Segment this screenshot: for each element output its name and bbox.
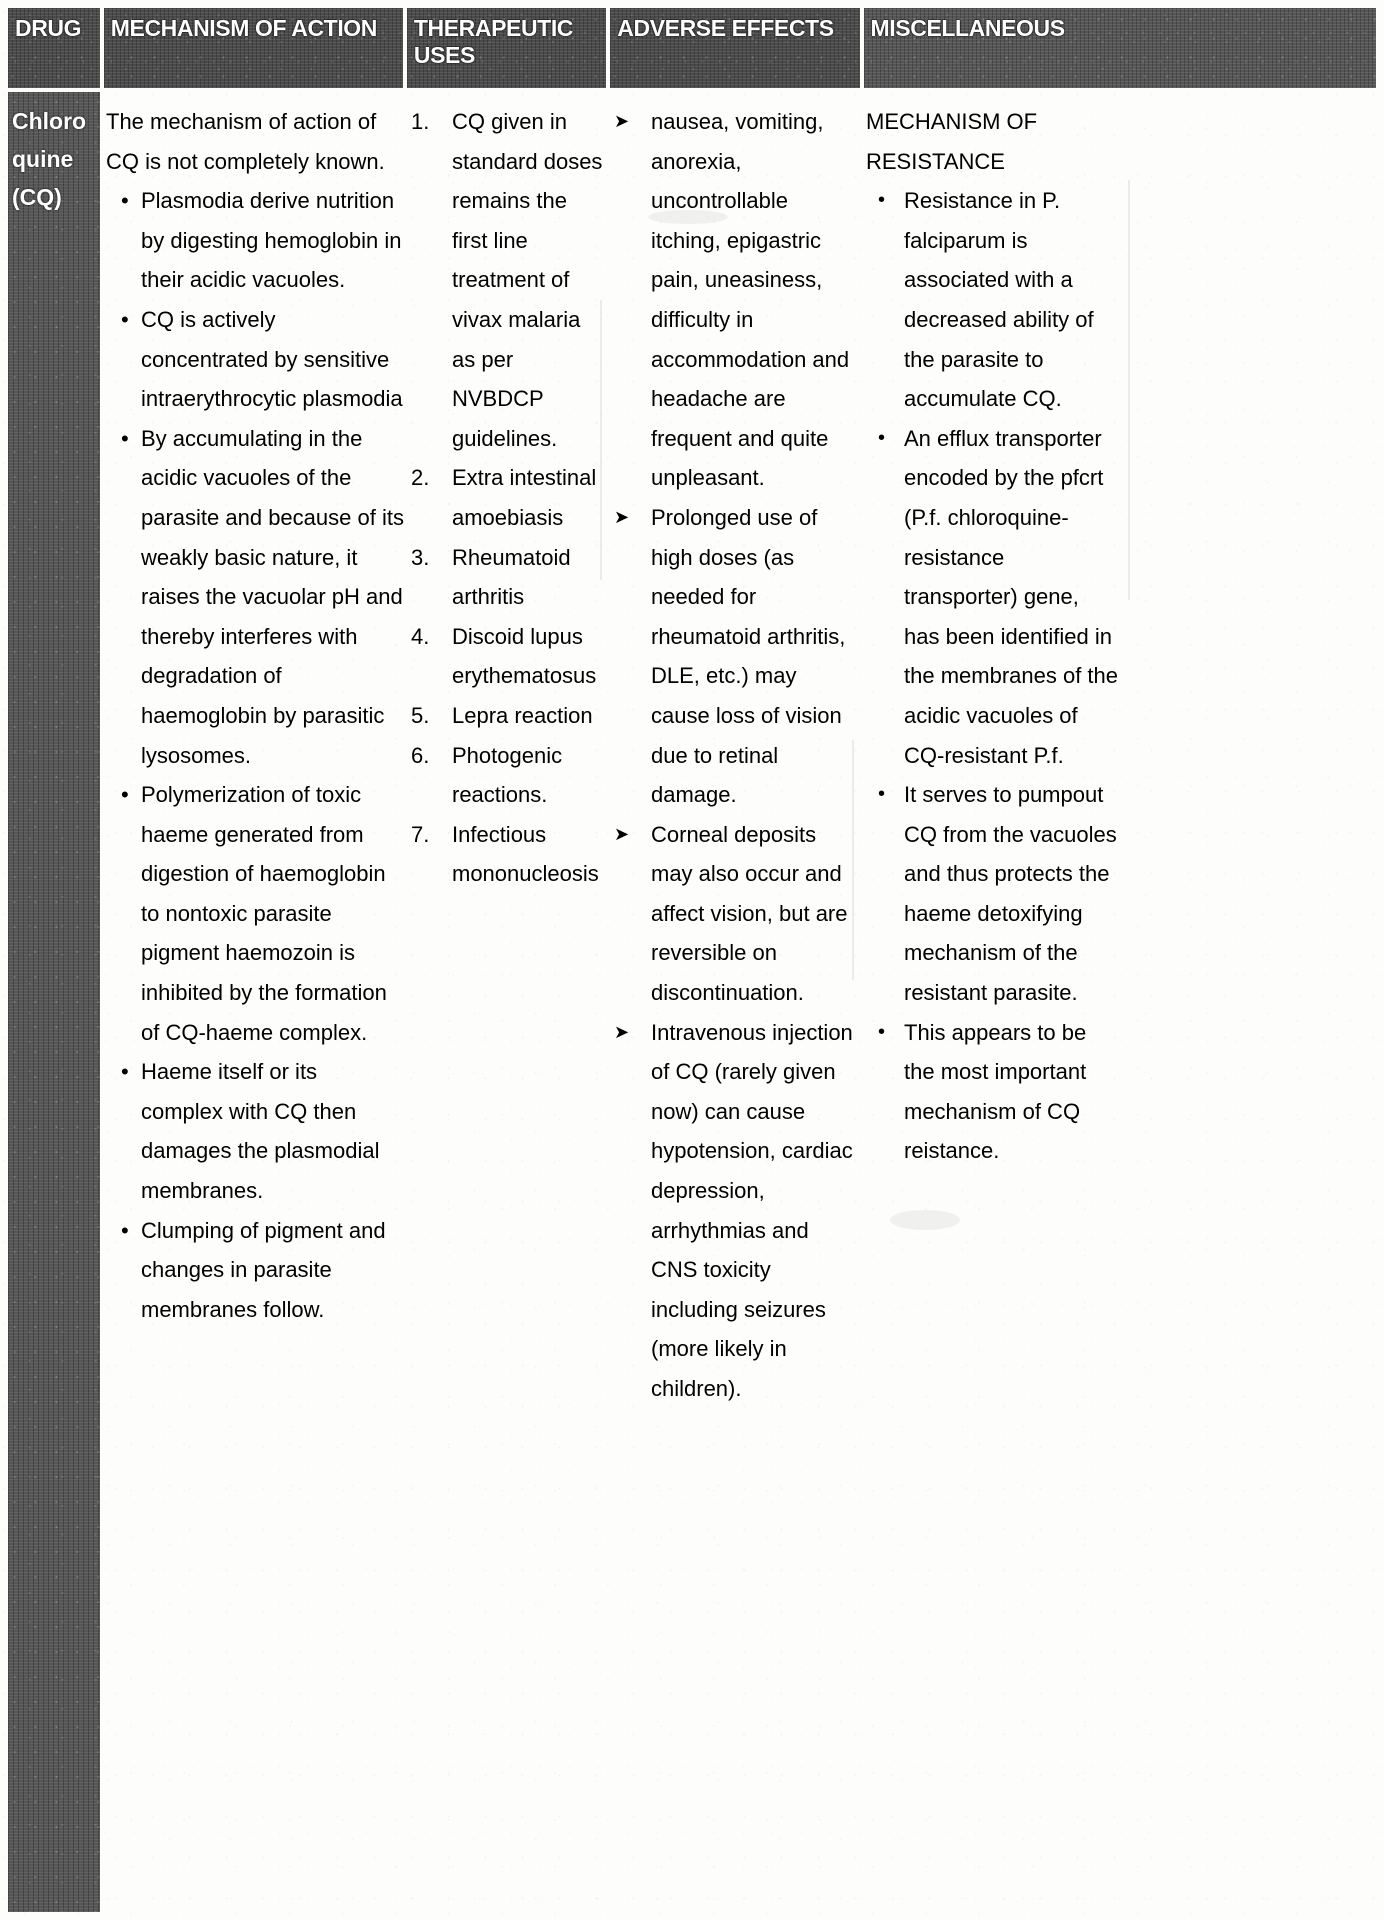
list-item: ➤ Corneal deposits may also occur and affect vision, but are reversible on discontinuation. <box>614 815 858 1013</box>
table-header-row <box>8 8 1376 88</box>
list-item: Rheumatoid arthritis <box>452 544 571 610</box>
list-item: • By accumulating in the acidic vacuoles of the parasite and because of its weakly basic nature, it raises the vacuolar pH and thereby interferes with degradation of haemoglobin by parasitic lysosomes. <box>119 419 405 775</box>
list-item: • Haeme itself or its complex with CQ then damages the plasmodial membranes. <box>119 1052 405 1210</box>
scan-artifact-line <box>600 300 602 580</box>
list-item: ➤ nausea, vomiting, anorexia, uncontrollable itching, epigastric pain, uneasiness, difficulty in accommodation and headache are frequent and quite unpleasant. <box>614 102 858 498</box>
table-body-row <box>8 92 1376 1912</box>
scan-smudge <box>648 210 728 224</box>
list-item: ➤ Intravenous injection of CQ (rarely given now) can cause hypotension, cardiac depression, arrhythmias and CNS toxicity including seizures (more likely in children). <box>614 1013 858 1409</box>
cell-adverse-effects <box>608 92 858 1409</box>
list-item: Lepra reaction <box>452 702 593 728</box>
list-item: Photogenic reactions. <box>452 742 563 808</box>
list-item: • CQ is actively concentrated by sensitive intraerythrocytic plasmodia <box>119 300 405 419</box>
cell-therapeutic-uses <box>405 92 608 894</box>
list-item: • Resistance in P. falciparum is associated with a decreased ability of the parasite to accumulate CQ. <box>872 181 1118 419</box>
moa-lead-text: The mechanism of action of CQ is not completely known. <box>106 109 385 174</box>
column-header-adverse-effects: ADVERSE EFFECTS <box>610 8 859 88</box>
scan-smudge <box>890 1210 960 1230</box>
list-item: Discoid lupus erythematosus <box>452 623 597 689</box>
cell-miscellaneous <box>858 92 1118 1171</box>
drug-name-line-1: Chloro <box>12 108 87 134</box>
list-item: • Clumping of pigment and changes in parasite membranes follow. <box>119 1211 405 1330</box>
list-item: Infectious mononucleosis <box>452 821 599 887</box>
adverse-effects-list <box>614 102 858 1409</box>
column-header-mechanism-of-action: MECHANISM OF ACTION <box>104 8 403 88</box>
cell-mechanism-of-action <box>100 92 405 1329</box>
list-item: ➤ Prolonged use of high doses (as needed for rheumatoid arthritis, DLE, etc.) may cause loss of vision due to retinal damage. <box>614 498 858 815</box>
list-item: • It serves to pumpout CQ from the vacuoles and thus protects the haeme detoxifying mechanism of the resistant parasite. <box>872 775 1118 1013</box>
resistance-bullet-list <box>866 181 1118 1171</box>
list-item: CQ given in standard doses remains the first line treatment of vivax malaria as per NVBDCP guidelines. <box>452 109 603 451</box>
scan-artifact-line <box>1128 180 1130 600</box>
therapeutic-uses-list <box>411 102 608 894</box>
drug-name-line-2: quine <box>12 146 74 172</box>
list-item: • This appears to be the most important mechanism of CQ reistance. <box>872 1013 1118 1171</box>
mechanism-of-resistance-heading: MECHANISM OF RESISTANCE <box>866 109 1038 174</box>
list-item: • An efflux transporter encoded by the pfcrt (P.f. chloroquine-resistance transporter) gene, has been identified in the membranes of the acidic vacuoles of CQ-resistant P.f. <box>872 419 1118 775</box>
cell-drug-name <box>8 92 100 1912</box>
moa-bullet-list <box>106 181 405 1329</box>
drug-name-line-3: (CQ) <box>12 184 62 210</box>
column-header-therapeutic-uses: THERAPEUTIC USES <box>407 8 606 88</box>
list-item: • Polymerization of toxic haeme generated from digestion of haemoglobin to nontoxic parasite pigment haemozoin is inhibited by the formation of CQ-haeme complex. <box>119 775 405 1052</box>
list-item: • Plasmodia derive nutrition by digesting hemoglobin in their acidic vacuoles. <box>119 181 405 300</box>
scan-artifact-line <box>852 740 854 980</box>
column-header-miscellaneous: MISCELLANEOUS <box>864 8 1376 88</box>
column-header-drug: DRUG <box>8 8 100 88</box>
list-item: Extra intestinal amoebiasis <box>452 465 597 530</box>
